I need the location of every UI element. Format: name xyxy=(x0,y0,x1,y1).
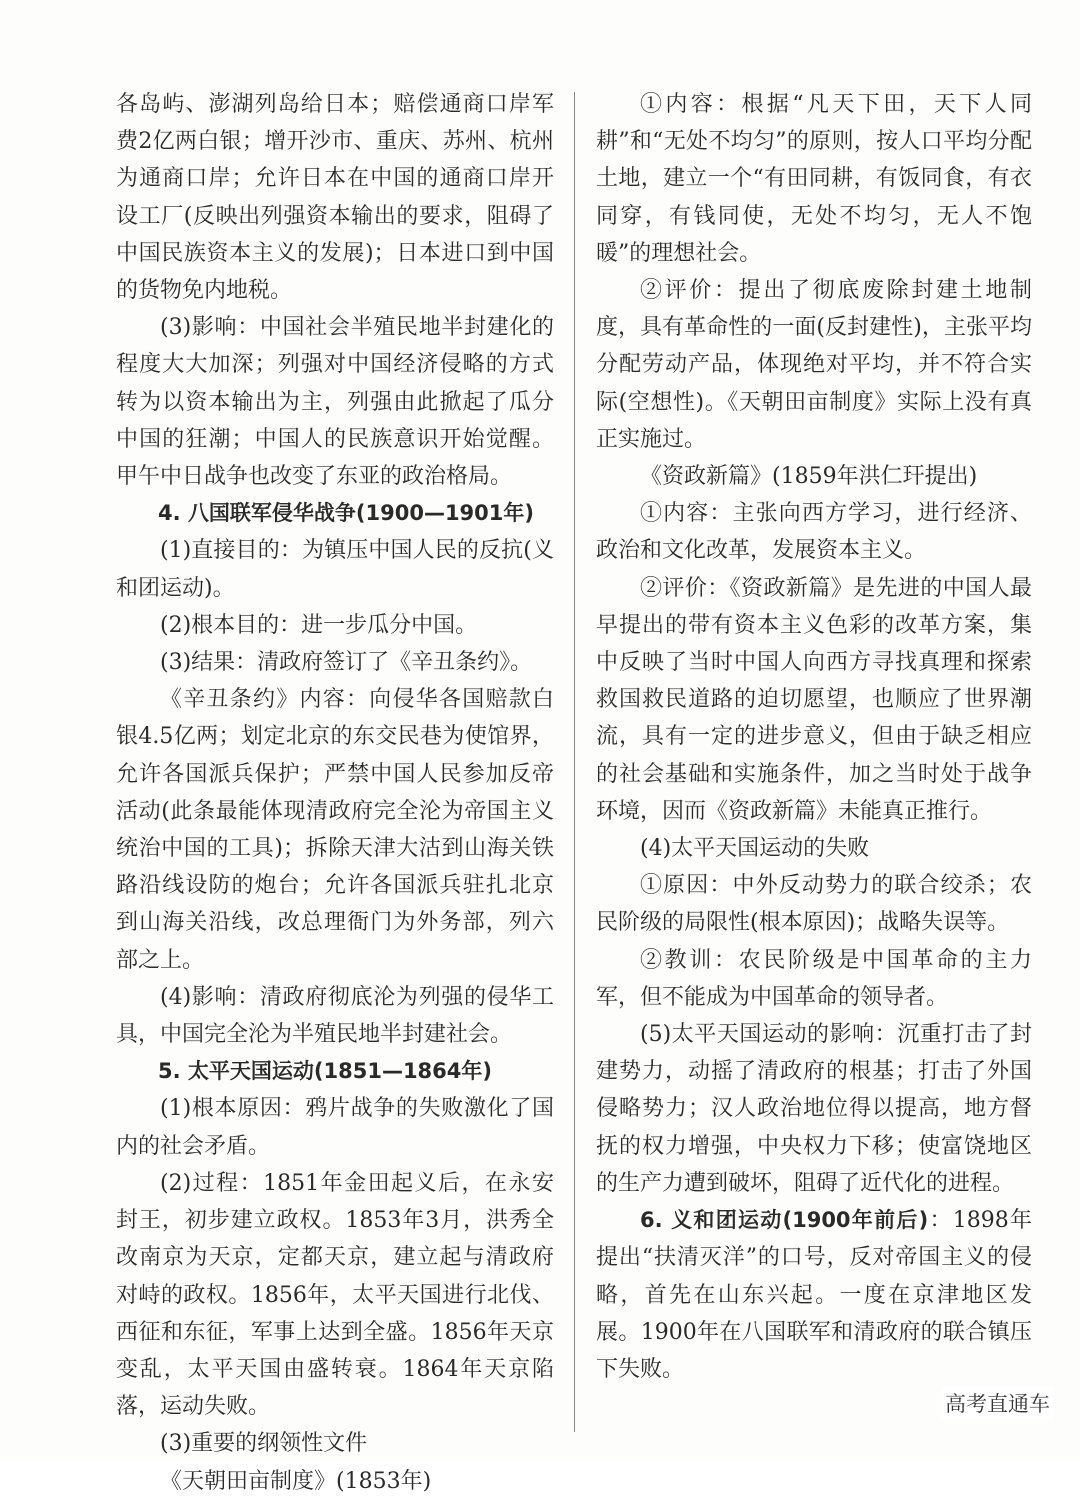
section-heading: 6. 义和团运动(1900年前后) xyxy=(640,1208,929,1233)
paragraph: 各岛屿、澎湖列岛给日本；赔偿通商口岸军费2亿两白银；增开沙市、重庆、苏州、杭州为通商口岸；允许日本在中国的通商口岸开设工厂(反映出列强资本输出的要求，阻碍了中国民族资本主义的发展)；日本进口到中国的货物免内地税。 xyxy=(116,92,554,304)
paragraph: ②教训：农民阶级是中国革命的主力军，但不能成为中国革命的领导者。 xyxy=(596,947,1032,1010)
paragraph: (1)直接目的：为镇压中国人民的反抗(义和团运动)。 xyxy=(116,538,554,601)
paragraph: (3)影响：中国社会半殖民地半封建化的程度大大加深；列强对中国经济侵略的方式转为以资本输出为主，列强由此掀起了瓜分中国的狂潮；中国人的民族意识开始觉醒。甲午中日战争也改变了东亚的政治格局。 xyxy=(116,315,554,490)
paragraph: ②评价：《资政新篇》是先进的中国人最早提出的带有资本主义色彩的改革方案，集中反映了当时中国人向西方寻找真理和探索救国救民道路的迫切愿望，也顺应了世界潮流，具有一定的进步意义，但由于缺乏相应的社会基础和实施条件，加之当时处于战争环境，因而《资政新篇》未能真正推行。 xyxy=(596,575,1032,824)
section-heading: 5. 太平天国运动(1851—1864年) xyxy=(158,1059,492,1084)
paragraph-text: ：1898年提出“扶清灭洋”的口号，反对帝国主义的侵略，首先在山东兴起。一度在京津地区发展。1900年在八国联军和清政府的联合镇压下失败。 xyxy=(596,1208,1032,1382)
paragraph: (2)过程：1851年金田起义后，在永安封王，初步建立政权。1853年3月，洪秀全改南京为天京，定都天京，建立起与清政府对峙的政权。1856年，太平天国进行北伐、西征和东征，军事上达到全盛。1856年天京变乱，太平天国由盛转衰。1864年天京陷落，运动失败。 xyxy=(116,1170,554,1420)
paragraph xyxy=(596,1202,1032,1388)
paragraph: (2)根本目的：进一步瓜分中国。 xyxy=(160,612,478,638)
paragraph: (5)太平天国运动的影响：沉重打击了封建势力，动摇了清政府的根基；打击了外国侵略势力；汉人政治地位得以提高，地方督抚的权力增强，中央权力下移；使富饶地区的生产力遭到破坏，阻碍了近代化的进程。 xyxy=(596,1022,1032,1196)
paragraph: 《天朝田亩制度》(1853年) xyxy=(160,1468,432,1494)
paragraph: (1)根本原因：鸦片战争的失败激化了国内的社会矛盾。 xyxy=(116,1096,554,1159)
paragraph: (4)太平天国运动的失败 xyxy=(640,836,870,862)
paragraph: (3)结果：清政府签订了《辛丑条约》。 xyxy=(160,650,533,676)
column-divider xyxy=(574,92,575,1432)
paragraph: (3)重要的纲领性文件 xyxy=(160,1431,368,1457)
paragraph: 《资政新篇》(1859年洪仁玕提出) xyxy=(640,464,978,490)
paragraph: ①内容：主张向西方学习，进行经济、政治和文化改革，发展资本主义。 xyxy=(596,501,1032,564)
paragraph: ①原因：中外反动势力的联合绞杀；农民阶级的局限性(根本原因)；战略失误等。 xyxy=(596,873,1032,936)
paragraph: (4)影响：清政府彻底沦为列强的侵华工具，中国完全沦为半殖民地半封建社会。 xyxy=(116,984,554,1048)
watermark-label: 高考直通车 xyxy=(941,1386,1054,1420)
paragraph: ①内容：根据“凡天下田，天下人同耕”和“无处不均匀”的原则，按人口平均分配土地，建立一个“有田同耕，有饭同食，有衣同穿，有钱同使，无处不均匀，无人不饱暖”的理想社会。 xyxy=(596,92,1032,266)
right-column xyxy=(596,86,1032,1388)
paragraph: ②评价：提出了彻底废除封建土地制度，具有革命性的一面(反封建性)，主张平均分配劳动产品，体现绝对平均，并不符合实际(空想性)。《天朝田亩制度》实际上没有真正实施过。 xyxy=(596,278,1032,452)
section-heading: 4. 八国联军侵华战争(1900—1901年) xyxy=(158,501,534,526)
left-column xyxy=(116,86,554,1500)
paragraph: 《辛丑条约》内容：向侵华各国赔款白银4.5亿两；划定北京的东交民巷为使馆界，允许各国派兵保护；严禁中国人民参加反帝活动(此条最能体现清政府完全沦为帝国主义统治中国的工具)；拆除天津大沽到山海关铁路沿线设防的炮台；允许各国派兵驻扎北京到山海关沿线，改总理衙门为外务部，列六部之上。 xyxy=(116,687,554,973)
